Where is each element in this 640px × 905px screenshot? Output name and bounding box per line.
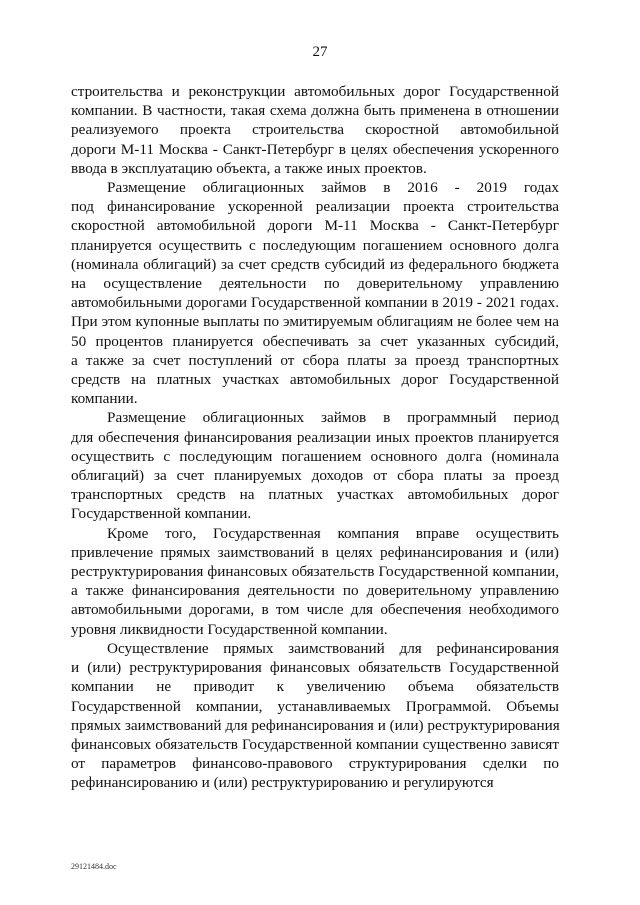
text-line: 50 процентов планируется обеспечивать за счет указанных субсидий, (71, 332, 559, 350)
text-line: Государственной компании, устанавливаемых Программой. Объемы (71, 697, 559, 715)
text-line: Размещение облигационных займов в 2016 - 2019 годах (107, 179, 559, 197)
paragraph (71, 639, 559, 793)
text-line: Осуществление прямых заимствований для рефинансирования (107, 639, 559, 657)
text-line: на осуществление деятельности по доверительному управлению (71, 275, 559, 293)
text-line: облигаций) за счет планируемых доходов от сбора платы за проезд (71, 467, 559, 485)
paragraph (71, 408, 559, 523)
document-filename: 29121484.doc (71, 862, 117, 871)
text-line: финансовых обязательств Государственной компании существенно зависят (71, 735, 559, 753)
text-line: прямых заимствований для рефинансирования и (или) реструктурирования (71, 716, 560, 734)
text-line: а также финансирования деятельности по доверительному управлению (71, 582, 559, 600)
text-line: привлечение прямых заимствований в целях рефинансирования и (или) (71, 543, 559, 561)
page-number: 27 (312, 44, 328, 60)
text-line: под финансирование ускоренной реализации проекта строительства (71, 198, 559, 216)
paragraph (71, 178, 559, 408)
text-line: транспортных средств на платных участках автомобильных дорог (71, 486, 559, 504)
text-line: планируется осуществить с последующим погашением основного долга (71, 236, 559, 254)
text-line: автомобильными дорогами, в том числе для обеспечения необходимого (71, 601, 559, 619)
text-line: скоростной автомобильной дороги М-11 Москва - Санкт-Петербург (71, 217, 559, 235)
text-line: дороги М-11 Москва - Санкт-Петербург в целях обеспечения ускоренного (71, 140, 559, 158)
text-line: уровня ликвидности Государственной компании. (71, 620, 388, 638)
paragraph (71, 82, 559, 178)
text-line: Государственной компании. (71, 505, 252, 523)
text-line: от параметров финансово-правового структурирования сделки по (71, 755, 559, 773)
text-line: строительства и реконструкции автомобильных дорог Государственной (71, 83, 559, 100)
text-line: автомобильными дорогами Государственной компании в 2019 - 2021 годах. (71, 294, 559, 312)
text-line: реструктурирования финансовых обязательств Государственной компании, (71, 563, 559, 581)
text-line: компании. В частности, такая схема должна быть применена в отношении (71, 102, 559, 120)
text-line: При этом купонные выплаты по эмитируемым облигациям не более чем на (71, 313, 559, 331)
paragraph (71, 524, 559, 639)
text-line: Размещение облигационных займов в программный период (107, 409, 559, 427)
text-line: рефинансированию и (или) реструктурированию и регулируются (71, 774, 494, 792)
text-line: реализуемого проекта строительства скоростной автомобильной (71, 121, 559, 139)
text-line: ввода в эксплуатацию объекта, а также иных проектов. (71, 159, 427, 177)
text-line: осуществить с последующим погашением основного долга (номинала (71, 447, 559, 465)
text-line: компании. (71, 390, 138, 408)
text-line: для обеспечения финансирования реализации иных проектов планируется (71, 428, 559, 446)
text-line: а также за счет поступлений от сбора платы за проезд транспортных (71, 351, 559, 369)
text-line: Кроме того, Государственная компания вправе осуществить (107, 524, 559, 542)
text-line: (номинала облигаций) за счет средств субсидий из федерального бюджета (71, 255, 559, 273)
text-line: и (или) реструктурирования финансовых обязательств Государственной (71, 659, 559, 677)
text-line: средств на платных участках автомобильных дорог Государственной (71, 371, 559, 389)
body-text (71, 82, 559, 793)
text-line: компании не приводит к увеличению объема обязательств (71, 678, 559, 696)
